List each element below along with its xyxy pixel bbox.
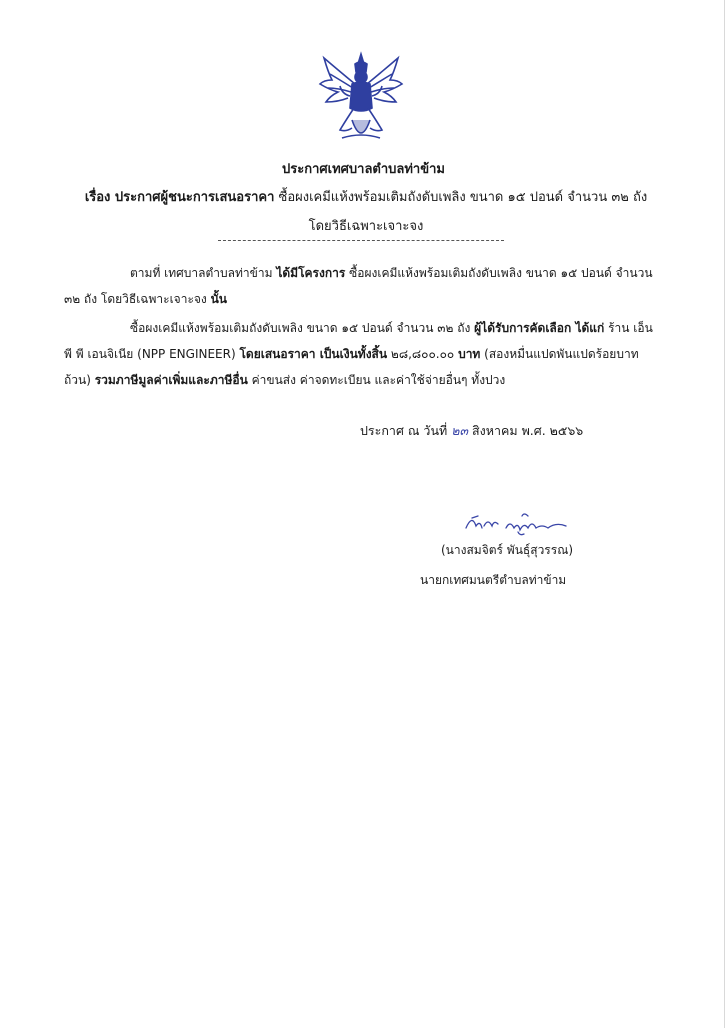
signatory-name: (นางสมจิตร์ พันธุ์สุวรรณ) [441, 543, 574, 557]
p1-project-label: ได้มีโครงการ [276, 266, 346, 280]
p1-project-text: ซื้อผงเคมีแห้งพร้อมเติมถังดับเพลิง ขนาด ๑๕ ปอนด์ จำนวน ๓๒ ถัง โดยวิธีเฉพาะเจาะจง [64, 266, 653, 306]
paragraph-2 [64, 315, 664, 393]
subject-text: ซื้อผงเคมีแห้งพร้อมเติมถังดับเพลิง ขนาด ๑๕ ปอนด์ จำนวน ๓๒ ถัง โดยวิธีเฉพาะเจาะจง [274, 190, 648, 234]
p2-tax-label: รวมภาษีมูลค่าเพิ่มและภาษีอื่น [94, 373, 248, 387]
p2-amount-words: (สองหมื่นแปดพันแปดร้อยบาทถ้วน) [64, 347, 639, 387]
page-edge [724, 0, 725, 1028]
p2-tax-text: ค่าขนส่ง ค่าจดทะเบียน และค่าใช้จ่ายอื่นๆ ทั้งปวง [247, 373, 506, 387]
garuda-emblem-icon [318, 50, 404, 146]
document-subject [74, 183, 658, 241]
handwritten-signature [462, 510, 572, 538]
p1-end: นั้น [210, 292, 227, 306]
p1-lead: ตามที่ เทศบาลตำบลท่าข้าม [130, 266, 277, 280]
p2-winner-label: ผู้ได้รับการคัดเลือก ได้แก่ [474, 321, 605, 335]
p2-winner: ร้าน เอ็น พี พี เอนจิเนีย (NPP ENGINEER) [64, 321, 653, 361]
divider [218, 240, 504, 241]
date-prefix: ประกาศ ณ วันที่ [360, 423, 448, 438]
date-day: ๒๓ [451, 423, 469, 438]
announcement-date [360, 421, 583, 441]
p2-currency: บาท [458, 347, 481, 361]
document-title: ประกาศเทศบาลตำบลท่าข้าม [281, 162, 445, 177]
signatory-position: นายกเทศมนตรีตำบลท่าข้าม [420, 573, 567, 587]
p2-price-label: โดยเสนอราคา เป็นเงินทั้งสิ้น [239, 347, 388, 361]
paragraph-1 [64, 260, 664, 312]
p2-item: ซื้อผงเคมีแห้งพร้อมเติมถังดับเพลิง ขนาด ๑๕ ปอนด์ จำนวน ๓๒ ถัง [130, 321, 475, 335]
date-rest: สิงหาคม พ.ศ. ๒๕๖๖ [472, 423, 584, 438]
subject-label: เรื่อง ประกาศผู้ชนะการเสนอราคา [84, 190, 275, 205]
p2-amount: ๒๘,๘๐๐.๐๐ [387, 347, 459, 361]
